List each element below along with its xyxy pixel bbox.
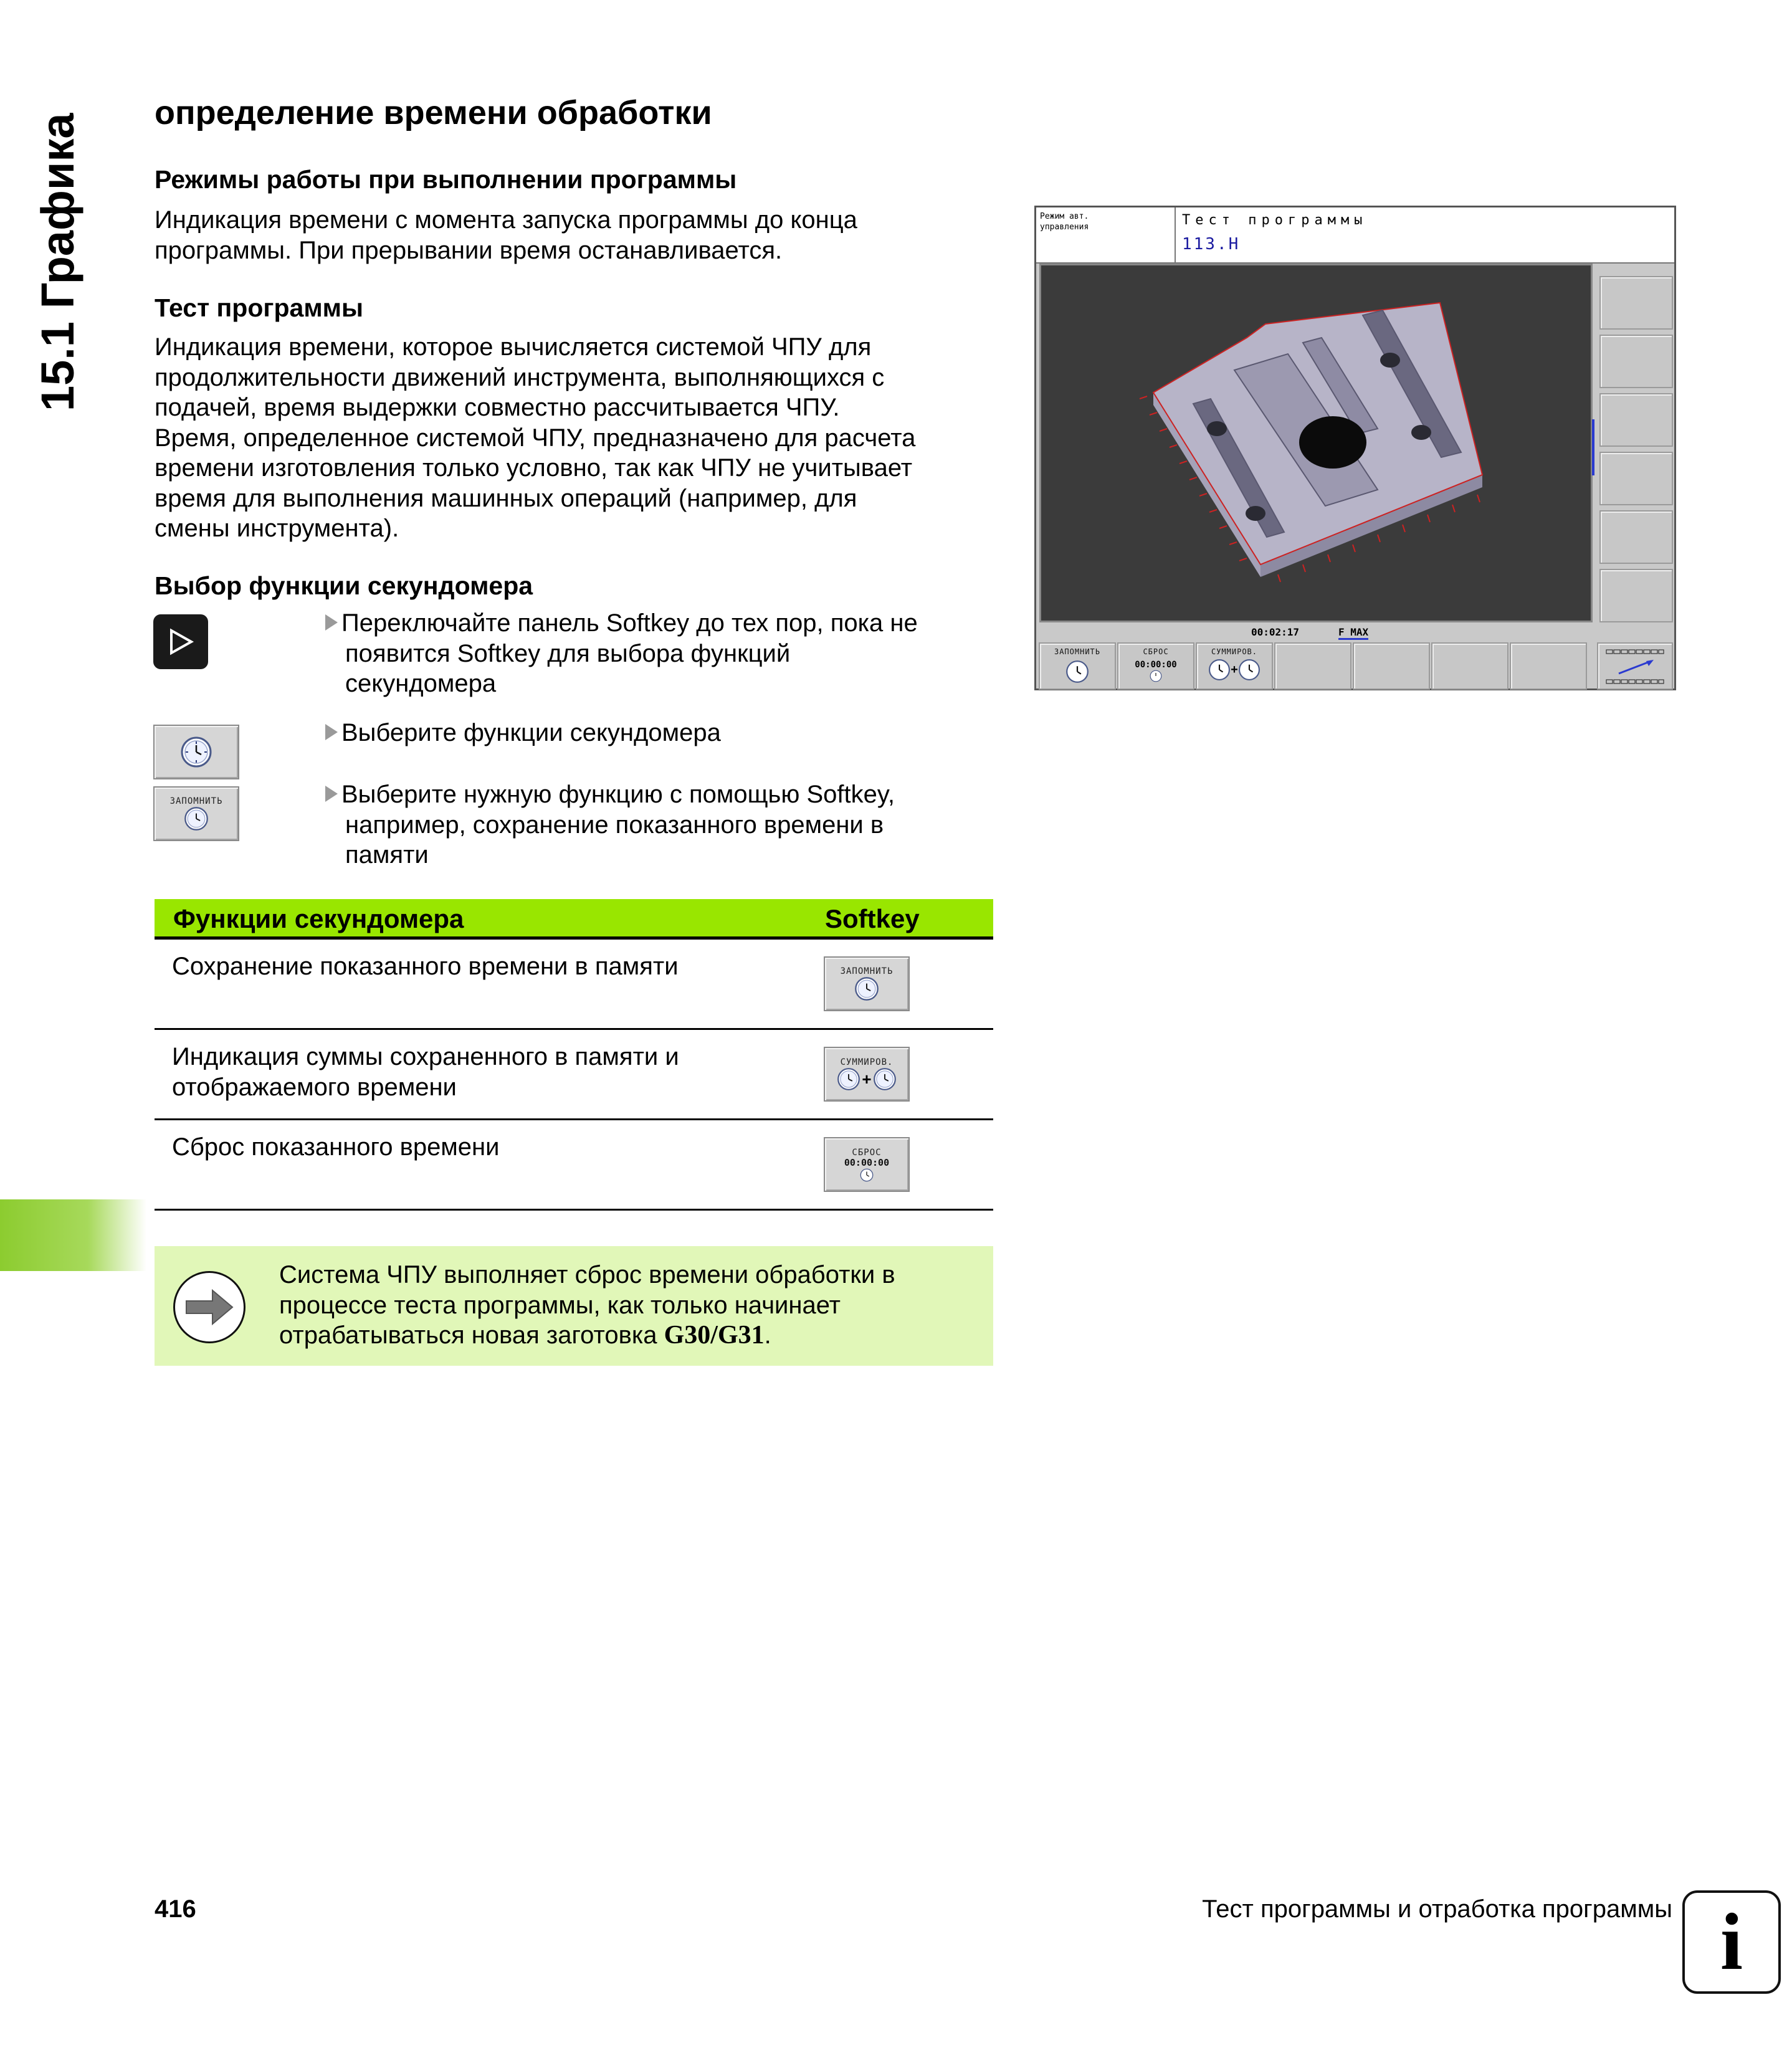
mode-label: Режим авт. xyxy=(1040,212,1089,221)
vertical-softkey[interactable] xyxy=(1599,510,1673,564)
softkey-empty[interactable] xyxy=(1431,642,1508,690)
softkey-label: СУММИРОВ. xyxy=(840,1057,894,1067)
softkey-label: СБРОС xyxy=(1143,647,1169,656)
note-line: Система ЧПУ выполняет сброс времени обработки в xyxy=(279,1261,895,1288)
info-icon xyxy=(1682,1890,1781,1994)
add-softkey-icon xyxy=(824,1047,910,1102)
text-line: подачей, время выдержки совместно рассчитывается ЧПУ. xyxy=(155,394,840,421)
mode-label: управления xyxy=(1040,222,1089,232)
table-cell-text: Сохранение показанного времени в памяти xyxy=(172,953,679,980)
text-line: Время, определенное системой ЧПУ, предназначено для расчета xyxy=(155,424,916,452)
graphics-view xyxy=(1039,264,1593,622)
step-3-line: памяти xyxy=(345,841,429,869)
page-number: 416 xyxy=(155,1895,196,1923)
text-line: продолжительности движений инструмента, выполняющихся с xyxy=(155,363,885,391)
step-3-line: например, сохранение показанного времени в xyxy=(345,811,884,839)
vertical-softkey[interactable] xyxy=(1599,393,1673,447)
feed-display: F MAX xyxy=(1338,626,1368,640)
softkey-empty[interactable] xyxy=(1353,642,1430,690)
note-line: процессе теста программы, как только начинает xyxy=(279,1291,841,1319)
step-2-line: Выберите функции секундомера xyxy=(341,719,721,746)
table-divider xyxy=(155,1118,993,1120)
clock-icon xyxy=(1208,659,1231,681)
vertical-softkey[interactable] xyxy=(1599,276,1673,330)
table-row-store xyxy=(172,951,679,982)
softkey-add[interactable] xyxy=(1196,642,1273,690)
program-title-box xyxy=(1176,207,1674,264)
softkey-time: 00:00:00 xyxy=(1135,660,1177,670)
footer-title: Тест программы и отработка программы xyxy=(1202,1895,1672,1923)
clock-icon xyxy=(873,1067,897,1091)
operating-mode-box xyxy=(1036,207,1176,264)
vertical-softkey[interactable] xyxy=(1599,569,1673,622)
subheading-stopwatch: Выбор функции секундомера xyxy=(155,571,533,600)
vertical-softkey[interactable] xyxy=(1599,452,1673,505)
table-header xyxy=(155,899,993,940)
clock-icon xyxy=(860,1168,874,1182)
softkey-bar-indicator xyxy=(1592,419,1594,475)
paragraph-program-run xyxy=(155,205,1002,265)
clock-icon xyxy=(837,1067,860,1091)
text-line: времени изготовления только условно, так как ЧПУ не учитывает xyxy=(155,454,913,482)
info-icon-glyph: i xyxy=(1720,1897,1743,1987)
note-text xyxy=(279,1260,895,1351)
program-name: 113.H xyxy=(1182,235,1241,254)
text-line: программы. При прерывании время останавливается. xyxy=(155,236,783,264)
subheading-program-run: Режимы работы при выполнении программы xyxy=(155,165,737,194)
nc-start-icon xyxy=(153,614,208,669)
softkey-empty[interactable] xyxy=(1274,642,1351,690)
step-1 xyxy=(325,608,918,699)
softkey-empty[interactable] xyxy=(1510,642,1587,690)
softkey-label: ЗАПОМНИТЬ xyxy=(1054,647,1101,656)
subheading-program-test: Тест программы xyxy=(155,293,363,322)
reset-softkey-icon xyxy=(824,1137,910,1192)
store-softkey-icon xyxy=(153,786,239,841)
clock-icon xyxy=(854,976,879,1001)
store-softkey-icon xyxy=(824,956,910,1011)
table-divider xyxy=(155,1028,993,1030)
text-line: Индикация времени с момента запуска программы до конца xyxy=(155,206,857,234)
workpiece-3d-graphic xyxy=(1041,265,1591,621)
softkey-bar-switch-icon xyxy=(1604,647,1666,686)
note-box xyxy=(155,1246,993,1366)
softkey-label: СУММИРОВ. xyxy=(1211,647,1258,656)
softkey-store[interactable] xyxy=(1039,642,1116,690)
step-arrow-icon xyxy=(325,786,338,802)
table-cell-text: отображаемого времени xyxy=(172,1073,457,1101)
section-title: определение времени обработки xyxy=(155,94,712,131)
clock-icon xyxy=(1150,670,1162,682)
stopwatch-softkey-icon xyxy=(153,725,239,779)
vertical-softkey[interactable] xyxy=(1599,335,1673,388)
note-code: G30/G31 xyxy=(664,1321,765,1350)
step-3-line: Выберите нужную функцию с помощью Softkey, xyxy=(341,781,895,808)
step-arrow-icon xyxy=(325,614,338,631)
mode-title: Тест программы xyxy=(1182,212,1368,228)
step-3 xyxy=(325,779,895,870)
chapter-tab-marker xyxy=(0,1199,146,1271)
text-line: время для выполнения машинных операций (например, для xyxy=(155,484,857,512)
table-cell-text: Индикация суммы сохраненного в памяти и xyxy=(172,1043,679,1070)
machining-time: 00:02:17 xyxy=(1251,626,1300,638)
note-line: отрабатываться новая заготовка xyxy=(279,1322,664,1349)
step-arrow-icon xyxy=(325,724,338,740)
chapter-title: 15.1 Графика xyxy=(32,113,83,411)
note-line-end: . xyxy=(764,1322,771,1349)
clock-icon xyxy=(1238,659,1261,681)
status-bar xyxy=(1039,624,1593,641)
column-header-function: Функции секундомера xyxy=(173,904,464,933)
control-screenshot xyxy=(1034,206,1676,690)
softkey-label: ЗАПОМНИТЬ xyxy=(169,796,223,806)
plus-sign: + xyxy=(862,1069,872,1088)
paragraph-program-test xyxy=(155,332,1002,544)
step-1-line: секундомера xyxy=(345,670,497,697)
step-2 xyxy=(325,718,721,748)
text-line: смены инструмента). xyxy=(155,515,399,542)
softkey-reset[interactable] xyxy=(1117,642,1194,690)
arrow-right-icon xyxy=(173,1271,245,1343)
clock-icon xyxy=(184,806,209,831)
text-line: Индикация времени, которое вычисляется системой ЧПУ для xyxy=(155,333,872,361)
clock-icon xyxy=(1065,660,1089,683)
table-divider xyxy=(155,1209,993,1211)
softkey-label: ЗАПОМНИТЬ xyxy=(840,966,894,976)
softkey-label: СБРОС xyxy=(852,1147,882,1158)
column-header-softkey: Softkey xyxy=(825,904,920,933)
step-1-line: появится Softkey для выбора функций xyxy=(345,639,791,667)
table-row-sum xyxy=(172,1042,679,1102)
plus-sign: + xyxy=(1231,662,1238,677)
clock-icon xyxy=(180,736,212,768)
table-row-reset xyxy=(172,1132,500,1163)
step-1-line: Переключайте панель Softkey до тех пор, пока не xyxy=(341,609,918,637)
softkey-bar-switch[interactable] xyxy=(1597,642,1673,690)
table-cell-text: Сброс показанного времени xyxy=(172,1133,500,1161)
softkey-time: 00:00:00 xyxy=(844,1156,890,1168)
